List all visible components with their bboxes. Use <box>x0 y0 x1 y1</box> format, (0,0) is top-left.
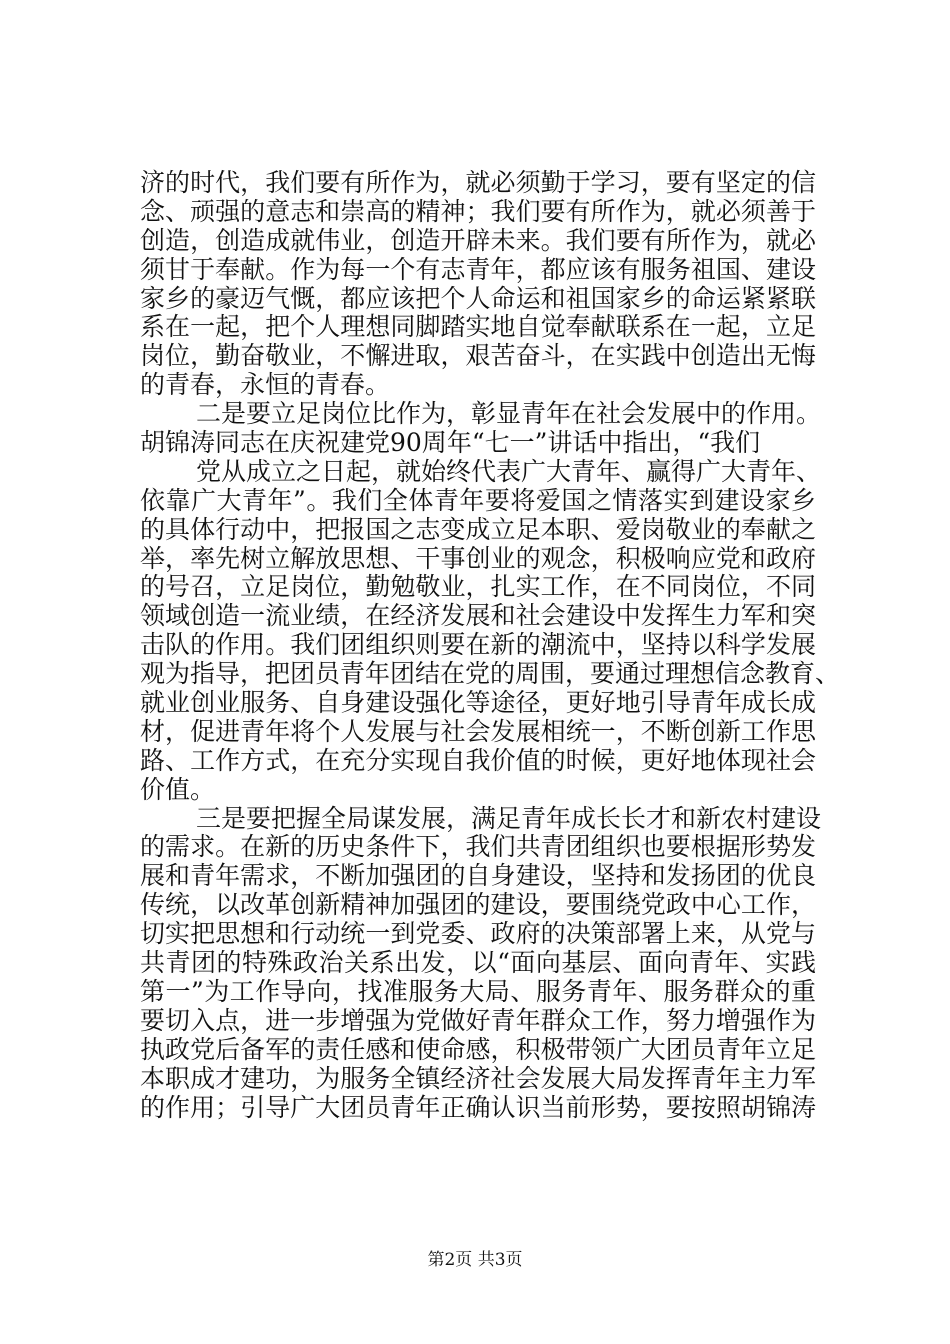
text-line: 展和青年需求，不断加强团的自身建设，坚持和发扬团的优良 <box>140 861 816 891</box>
text-line: 济的时代，我们要有所作为，就必须勤于学习，要有坚定的信 <box>140 168 816 197</box>
text-line: 家乡的豪迈气慨，都应该把个人命运和祖国家乡的命运紧紧联 <box>140 283 816 313</box>
text-line: 路、工作方式，在充分实现自我价值的时候，更好地体现社会 <box>140 745 816 775</box>
text-line: 观为指导，把团员青年团结在党的周围，要通过理想信念教育、 <box>140 659 841 689</box>
text-line: 切实把思想和行动统一到党委、政府的决策部署上来，从党与 <box>140 919 816 949</box>
text-line: 击队的作用。我们团组织则要在新的潮流中，坚持以科学发展 <box>140 630 816 660</box>
text-line: 须甘于奉献。作为每一个有志青年，都应该有服务祖国、建设 <box>140 254 816 284</box>
text-line: 胡锦涛同志在庆祝建党90周年“七一”讲话中指出，“我们 <box>140 428 761 458</box>
text-line: 的需求。在新的历史条件下，我们共青团组织也要根据形势发 <box>140 832 816 862</box>
text-line: 举，率先树立解放思想、干事创业的观念，积极响应党和政府 <box>140 543 816 573</box>
page-footer: 第2页 共3页 <box>427 1250 523 1270</box>
text-line: 依靠广大青年”。我们全体青年要将爱国之情落实到建设家乡 <box>140 485 816 515</box>
text-line: 三是要把握全局谋发展，满足青年成长长才和新农村建设 <box>196 803 822 833</box>
text-line: 价值。 <box>140 774 216 804</box>
text-line: 的青春，永恒的青春。 <box>140 370 391 400</box>
text-line: 传统，以改革创新精神加强团的建设，要围绕党政中心工作， <box>140 890 816 920</box>
text-line: 领域创造一流业绩，在经济发展和社会建设中发挥生力军和突 <box>140 601 816 631</box>
text-line: 执政党后备军的责任感和使命感，积极带领广大团员青年立足 <box>140 1034 816 1064</box>
text-line: 的作用；引导广大团员青年正确认识当前形势，要按照胡锦涛 <box>140 1092 816 1122</box>
text-line: 第一”为工作导向，找准服务大局、服务青年、服务群众的重 <box>140 976 816 1006</box>
text-line: 材，促进青年将个人发展与社会发展相统一，不断创新工作思 <box>140 716 816 746</box>
text-line: 岗位，勤奋敬业，不懈进取，艰苦奋斗，在实践中创造出无悔 <box>140 341 816 371</box>
text-line: 就业创业服务、自身建设强化等途径，更好地引导青年成长成 <box>140 688 816 718</box>
text-line: 的号召，立足岗位，勤勉敬业，扎实工作，在不同岗位，不同 <box>140 572 816 602</box>
text-line: 本职成才建功，为服务全镇经济社会发展大局发挥青年主力军 <box>140 1063 816 1093</box>
document-body <box>140 168 841 1122</box>
text-line: 二是要立足岗位比作为，彰显青年在社会发展中的作用。 <box>196 399 822 429</box>
text-line: 系在一起，把个人理想同脚踏实地自觉奉献联系在一起，立足 <box>140 312 816 342</box>
text-line: 的具体行动中，把报国之志变成立足本职、爱岗敬业的奉献之 <box>140 514 816 544</box>
text-line: 共青团的特殊政治关系出发，以“面向基层、面向青年、实践 <box>140 948 816 978</box>
text-line: 念、顽强的意志和崇高的精神；我们要有所作为，就必须善于 <box>140 196 816 226</box>
text-line: 要切入点，进一步增强为党做好青年群众工作，努力增强作为 <box>140 1005 816 1035</box>
text-line: 党从成立之日起，就始终代表广大青年、赢得广大青年、 <box>196 456 822 486</box>
text-line: 创造，创造成就伟业，创造开辟未来。我们要有所作为，就必 <box>140 225 816 255</box>
